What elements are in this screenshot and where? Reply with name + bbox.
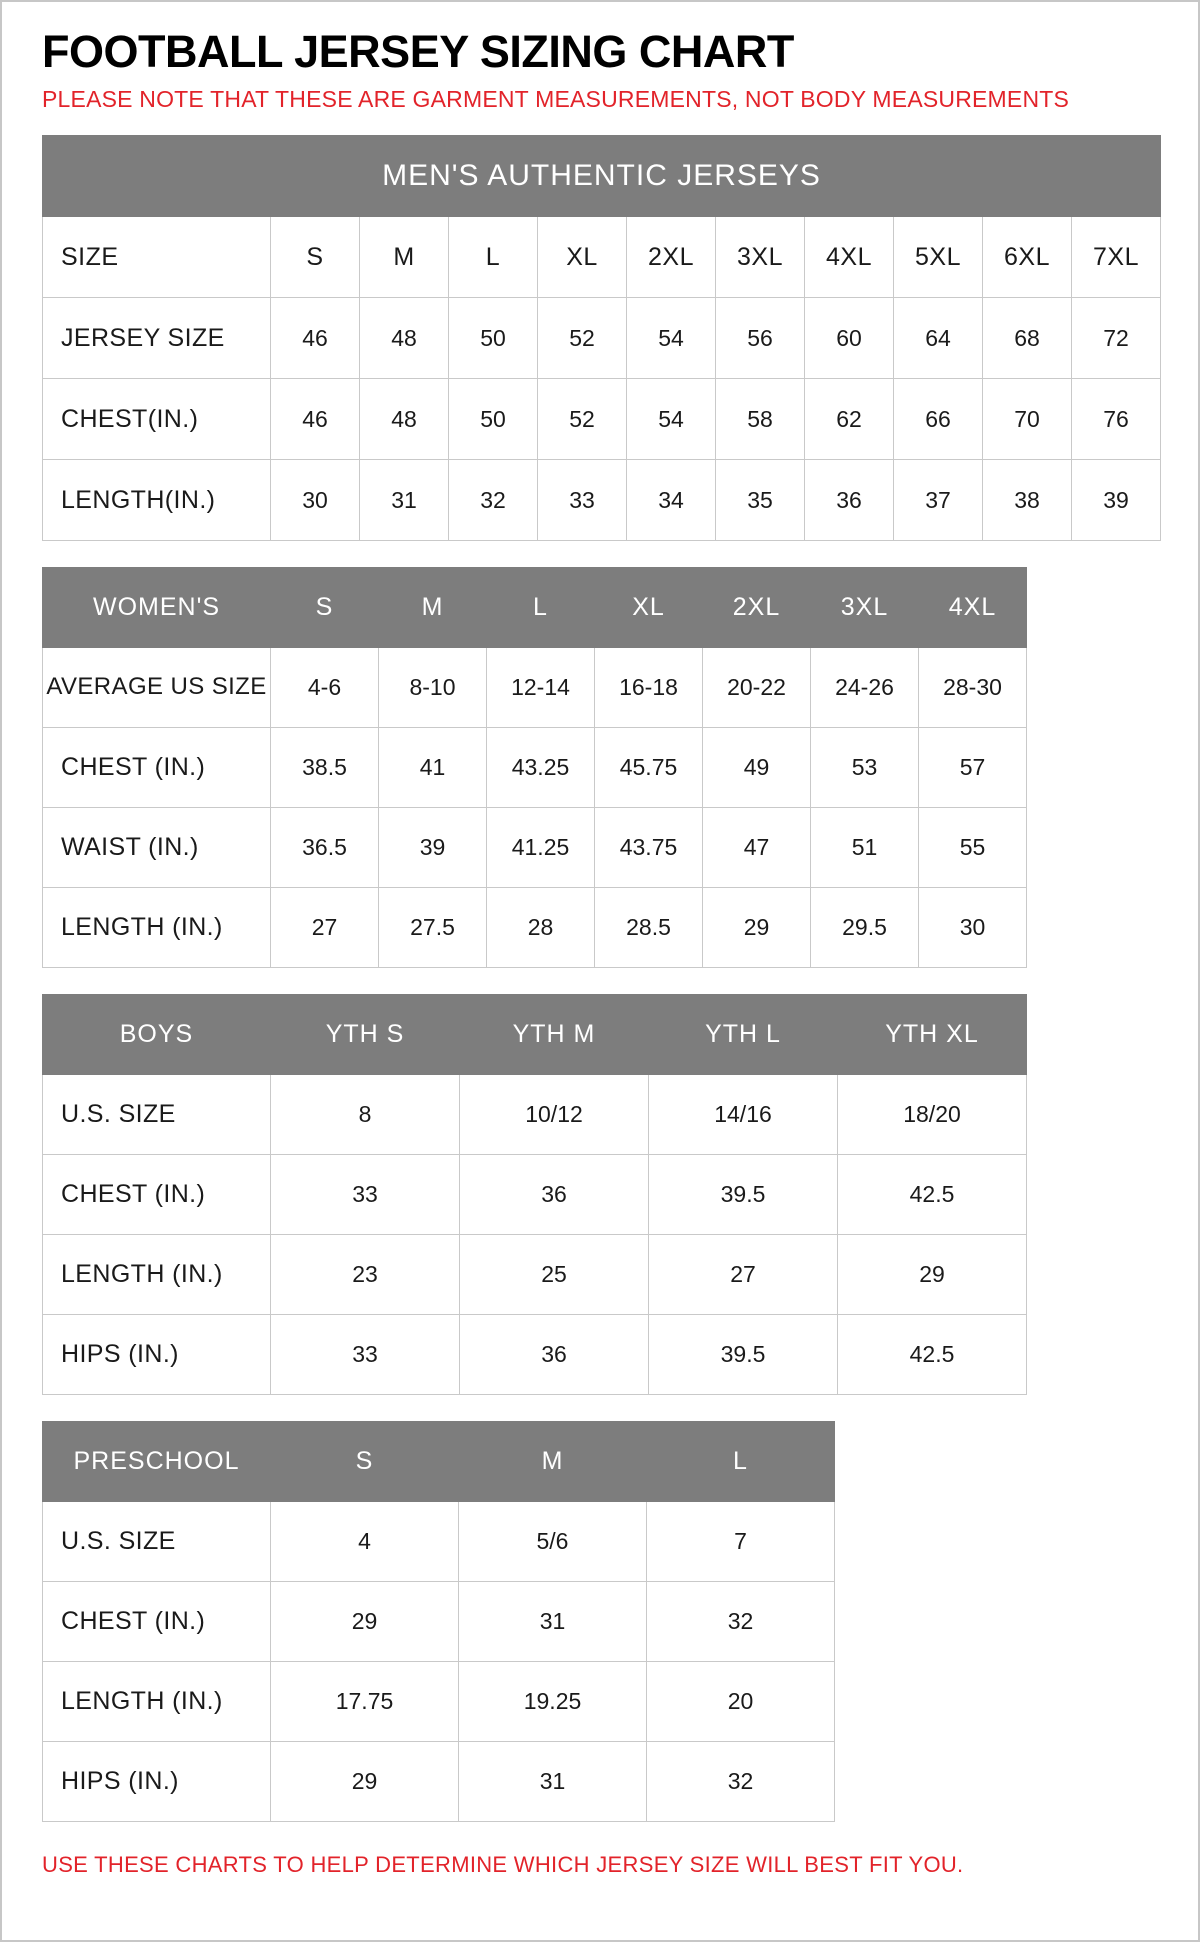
table-cell: 68 (983, 298, 1072, 379)
table-cell: 62 (805, 379, 894, 460)
womens-size-header: 2XL (703, 568, 811, 648)
measurement-note: PLEASE NOTE THAT THESE ARE GARMENT MEASUREMENTS, NOT BODY MEASUREMENTS (42, 86, 1070, 113)
table-cell: 29 (838, 1235, 1027, 1315)
womens-header-label: WOMEN'S (43, 568, 271, 648)
table-cell: 41 (379, 728, 487, 808)
table-cell: 64 (894, 298, 983, 379)
table-cell: 39 (379, 808, 487, 888)
table-row (43, 648, 1027, 728)
table-row (43, 298, 1161, 379)
mens-size-header: 6XL (983, 217, 1072, 298)
mens-banner-row (43, 136, 1161, 217)
boys-size-header: YTH XL (838, 995, 1027, 1075)
table-cell: 23 (271, 1235, 460, 1315)
mens-size-header: 5XL (894, 217, 983, 298)
table-row (43, 1502, 835, 1582)
table-cell: 4-6 (271, 648, 379, 728)
boys-size-header: YTH L (649, 995, 838, 1075)
table-cell: 24-26 (811, 648, 919, 728)
table-row (43, 1155, 1027, 1235)
table-cell: 39.5 (649, 1155, 838, 1235)
table-cell: 29 (703, 888, 811, 968)
table-cell: 35 (716, 460, 805, 541)
mens-size-header: 4XL (805, 217, 894, 298)
table-cell: 32 (647, 1742, 835, 1822)
table-cell: 29 (271, 1742, 459, 1822)
boys-table-body (43, 995, 1027, 1395)
table-cell: 7 (647, 1502, 835, 1582)
table-cell: 42.5 (838, 1155, 1027, 1235)
row-label: CHEST (IN.) (43, 1582, 271, 1662)
table-cell: 31 (459, 1742, 647, 1822)
table-row (43, 1662, 835, 1742)
table-cell: 54 (627, 298, 716, 379)
table-cell: 51 (811, 808, 919, 888)
table-cell: 18/20 (838, 1075, 1027, 1155)
table-cell: 28-30 (919, 648, 1027, 728)
row-label: LENGTH (IN.) (43, 1662, 271, 1742)
table-cell: 27.5 (379, 888, 487, 968)
table-cell: 57 (919, 728, 1027, 808)
preschool-header-row (43, 1422, 835, 1502)
mens-size-header: 2XL (627, 217, 716, 298)
table-cell: 50 (449, 379, 538, 460)
mens-banner: MEN'S AUTHENTIC JERSEYS (43, 136, 1161, 217)
table-cell: 38 (983, 460, 1072, 541)
table-cell: 55 (919, 808, 1027, 888)
table-row (43, 1315, 1027, 1395)
table-cell: 8 (271, 1075, 460, 1155)
mens-table-body (43, 136, 1161, 541)
boys-jerseys-table (42, 994, 1027, 1395)
table-row (43, 888, 1027, 968)
row-label: LENGTH(IN.) (43, 460, 271, 541)
womens-jerseys-table (42, 567, 1027, 968)
table-cell: 45.75 (595, 728, 703, 808)
table-cell: 36.5 (271, 808, 379, 888)
row-label: U.S. SIZE (43, 1075, 271, 1155)
table-cell: 72 (1072, 298, 1161, 379)
row-label: CHEST (IN.) (43, 728, 271, 808)
table-cell: 33 (271, 1315, 460, 1395)
table-cell: 32 (449, 460, 538, 541)
table-cell: 32 (647, 1582, 835, 1662)
womens-table-body (43, 568, 1027, 968)
table-cell: 38.5 (271, 728, 379, 808)
table-cell: 29.5 (811, 888, 919, 968)
boys-size-header: YTH M (460, 995, 649, 1075)
table-cell: 39 (1072, 460, 1161, 541)
table-cell: 5/6 (459, 1502, 647, 1582)
table-row (43, 1742, 835, 1822)
boys-header-row (43, 995, 1027, 1075)
table-cell: 52 (538, 298, 627, 379)
table-cell: 30 (271, 460, 360, 541)
table-cell: 20 (647, 1662, 835, 1742)
table-cell: 41.25 (487, 808, 595, 888)
table-cell: 31 (459, 1582, 647, 1662)
table-cell: 33 (271, 1155, 460, 1235)
mens-size-header: 3XL (716, 217, 805, 298)
footer-note: USE THESE CHARTS TO HELP DETERMINE WHICH JERSEY SIZE WILL BEST FIT YOU. (42, 1852, 964, 1878)
row-label: LENGTH (IN.) (43, 1235, 271, 1315)
table-cell: 66 (894, 379, 983, 460)
table-row (43, 460, 1161, 541)
table-cell: 30 (919, 888, 1027, 968)
mens-authentic-jerseys-table (42, 135, 1161, 541)
table-cell: 43.75 (595, 808, 703, 888)
table-cell: 27 (271, 888, 379, 968)
row-label: CHEST (IN.) (43, 1155, 271, 1235)
table-cell: 56 (716, 298, 805, 379)
table-cell: 47 (703, 808, 811, 888)
table-cell: 52 (538, 379, 627, 460)
preschool-size-header: M (459, 1422, 647, 1502)
preschool-header-label: PRESCHOOL (43, 1422, 271, 1502)
table-cell: 16-18 (595, 648, 703, 728)
row-label: AVERAGE US SIZE (43, 648, 271, 728)
table-cell: 37 (894, 460, 983, 541)
table-cell: 29 (271, 1582, 459, 1662)
table-row (43, 1235, 1027, 1315)
row-label: HIPS (IN.) (43, 1315, 271, 1395)
preschool-table-body (43, 1422, 835, 1822)
table-cell: 46 (271, 379, 360, 460)
table-cell: 34 (627, 460, 716, 541)
mens-size-header: 7XL (1072, 217, 1161, 298)
table-cell: 43.25 (487, 728, 595, 808)
preschool-jerseys-table (42, 1421, 835, 1822)
table-cell: 60 (805, 298, 894, 379)
table-cell: 53 (811, 728, 919, 808)
table-cell: 10/12 (460, 1075, 649, 1155)
table-cell: 27 (649, 1235, 838, 1315)
table-cell: 19.25 (459, 1662, 647, 1742)
table-cell: 58 (716, 379, 805, 460)
mens-size-label: SIZE (43, 217, 271, 298)
table-cell: 17.75 (271, 1662, 459, 1742)
table-row (43, 379, 1161, 460)
womens-size-header: M (379, 568, 487, 648)
womens-size-header: 4XL (919, 568, 1027, 648)
table-cell: 28.5 (595, 888, 703, 968)
row-label: JERSEY SIZE (43, 298, 271, 379)
womens-size-header: S (271, 568, 379, 648)
table-cell: 31 (360, 460, 449, 541)
table-cell: 28 (487, 888, 595, 968)
table-cell: 76 (1072, 379, 1161, 460)
table-cell: 49 (703, 728, 811, 808)
table-cell: 36 (805, 460, 894, 541)
mens-size-header: M (360, 217, 449, 298)
table-cell: 54 (627, 379, 716, 460)
table-cell: 50 (449, 298, 538, 379)
table-cell: 20-22 (703, 648, 811, 728)
table-cell: 25 (460, 1235, 649, 1315)
womens-size-header: L (487, 568, 595, 648)
mens-size-header: L (449, 217, 538, 298)
row-label: HIPS (IN.) (43, 1742, 271, 1822)
womens-header-row (43, 568, 1027, 648)
table-cell: 12-14 (487, 648, 595, 728)
womens-size-header: XL (595, 568, 703, 648)
boys-header-label: BOYS (43, 995, 271, 1075)
mens-size-row (43, 217, 1161, 298)
table-cell: 36 (460, 1315, 649, 1395)
mens-size-header: S (271, 217, 360, 298)
table-cell: 42.5 (838, 1315, 1027, 1395)
table-cell: 8-10 (379, 648, 487, 728)
table-cell: 14/16 (649, 1075, 838, 1155)
row-label: CHEST(IN.) (43, 379, 271, 460)
table-cell: 48 (360, 298, 449, 379)
table-cell: 39.5 (649, 1315, 838, 1395)
table-cell: 46 (271, 298, 360, 379)
sizing-chart-page (2, 2, 1198, 1908)
table-row (43, 1582, 835, 1662)
preschool-size-header: S (271, 1422, 459, 1502)
boys-size-header: YTH S (271, 995, 460, 1075)
row-label: LENGTH (IN.) (43, 888, 271, 968)
row-label: WAIST (IN.) (43, 808, 271, 888)
table-cell: 36 (460, 1155, 649, 1235)
table-row (43, 1075, 1027, 1155)
table-cell: 70 (983, 379, 1072, 460)
womens-size-header: 3XL (811, 568, 919, 648)
table-row (43, 808, 1027, 888)
table-row (43, 728, 1027, 808)
page-title: FOOTBALL JERSEY SIZING CHART (42, 26, 794, 77)
mens-size-header: XL (538, 217, 627, 298)
table-cell: 48 (360, 379, 449, 460)
table-cell: 4 (271, 1502, 459, 1582)
table-cell: 33 (538, 460, 627, 541)
preschool-size-header: L (647, 1422, 835, 1502)
row-label: U.S. SIZE (43, 1502, 271, 1582)
